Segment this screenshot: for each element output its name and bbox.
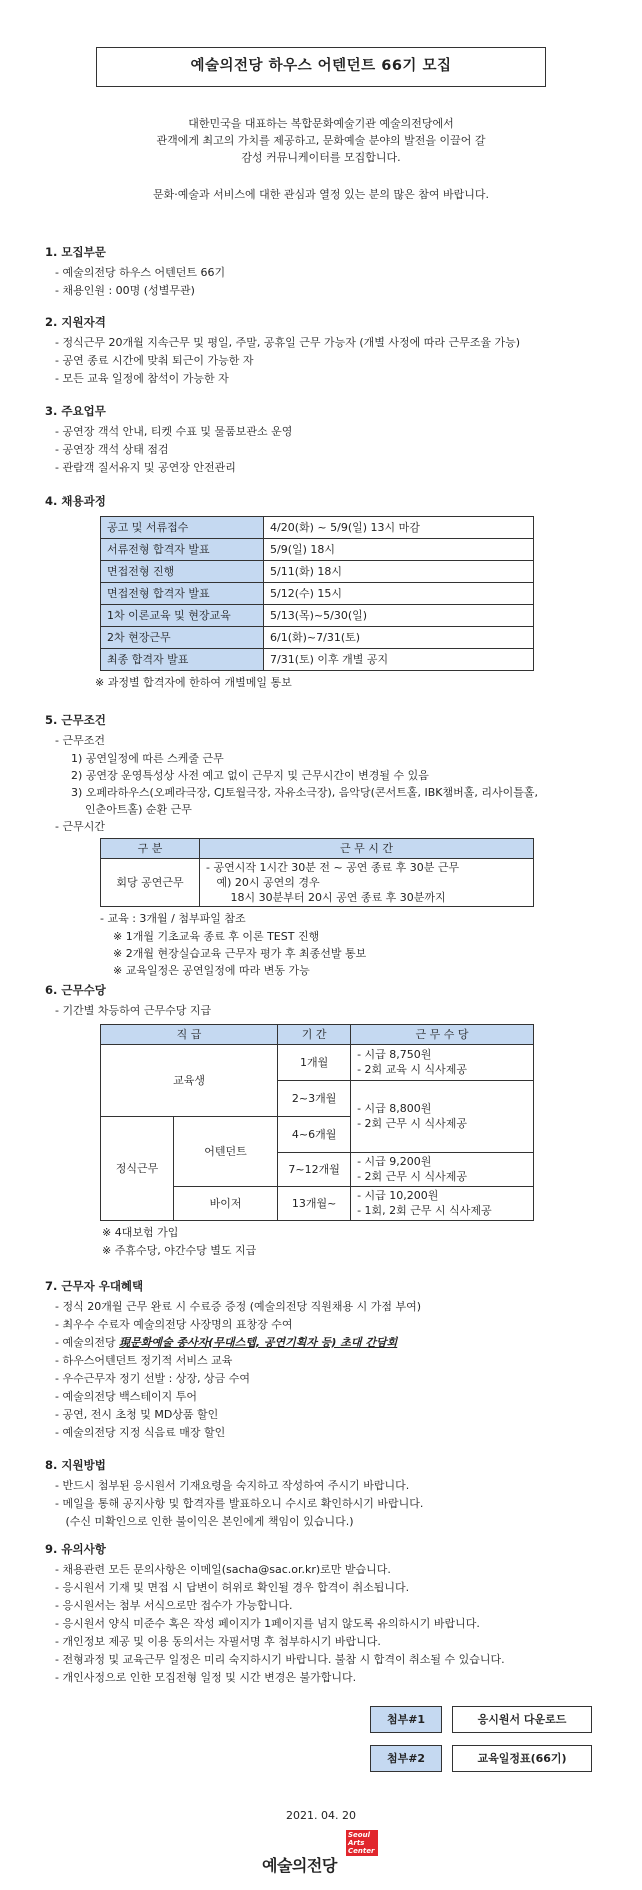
list-item: (수신 미확인으로 인한 불이익은 본인에게 책임이 있습니다.) bbox=[55, 1514, 354, 1528]
list-item: - 메일을 통해 공지사항 및 합격자를 발표하오니 수시로 확인하시기 바랍니다. bbox=[55, 1496, 424, 1510]
table-cell: 1차 이론교육 및 현장교육 bbox=[101, 604, 264, 626]
logo-mark bbox=[346, 1830, 378, 1856]
table-row bbox=[101, 858, 534, 906]
education-note: ※ 교육일정은 공연일정에 따라 변동 가능 bbox=[113, 963, 310, 977]
intro-line: 관객에게 최고의 가치를 제공하고, 문화예술 분야의 발전을 이끌어 갈 bbox=[156, 134, 486, 147]
table-cell: 4/20(화) ~ 5/9(일) 13시 마감 bbox=[264, 516, 534, 538]
section-heading: 2. 지원자격 bbox=[45, 315, 106, 329]
table-cell: 5/13(목)~5/30(일) bbox=[264, 604, 534, 626]
table-cell: 7~12개월 bbox=[278, 1152, 351, 1186]
table-cell: 바이저 bbox=[174, 1186, 278, 1220]
table-header: 근 무 수 당 bbox=[351, 1024, 534, 1044]
list-item: - 공연장 객석 상태 점검 bbox=[55, 442, 169, 456]
condition-item: 1) 공연일정에 따른 스케줄 근무 bbox=[71, 751, 224, 765]
table-cell: 면접전형 합격자 발표 bbox=[101, 582, 264, 604]
table-cell: 2~3개월 bbox=[278, 1080, 351, 1116]
posting-date: 2021. 04. 20 bbox=[286, 1809, 356, 1822]
list-item: - 반드시 첨부된 응시원서 기재요령을 숙지하고 작성하여 주시기 바랍니다. bbox=[55, 1478, 410, 1492]
list-item: - 정식 20개월 근무 완료 시 수료증 증정 (예술의전당 직원채용 시 가점 부여) bbox=[55, 1299, 422, 1313]
table-row bbox=[101, 1024, 534, 1044]
list-item: - 하우스어텐던트 정기적 서비스 교육 bbox=[55, 1353, 233, 1367]
allowance-line: - 2회 교육 시 식사제공 bbox=[357, 1063, 468, 1077]
table-cell: 서류전형 합격자 발표 bbox=[101, 538, 264, 560]
section-heading: 3. 주요업무 bbox=[45, 404, 106, 418]
table-cell: 1개월 bbox=[278, 1044, 351, 1080]
section-qualification bbox=[45, 314, 605, 388]
list-item: - 예술의전당 하우스 어텐던트 66기 bbox=[55, 265, 226, 279]
intro-closing: 문화·예술과 서비스에 대한 관심과 열정 있는 분의 많은 참여 바랍니다. bbox=[153, 188, 489, 201]
list-item: - 예술의전당 백스테이지 투어 bbox=[55, 1389, 197, 1403]
list-item: - 근무시간 bbox=[55, 819, 105, 833]
table-cell: 어텐던트 bbox=[174, 1116, 278, 1186]
table-cell bbox=[351, 1186, 534, 1220]
table-header: 구 분 bbox=[101, 838, 200, 858]
table-cell: 5/9(일) 18시 bbox=[264, 538, 534, 560]
page-title: 예술의전당 하우스 어텐던트 66기 모집 bbox=[96, 47, 546, 87]
section-work-conditions bbox=[45, 712, 605, 979]
table-cell bbox=[351, 1044, 534, 1080]
list-item: - 우수근무자 정기 선발 : 상장, 상금 수여 bbox=[55, 1371, 251, 1385]
table-cell: 2차 현장근무 bbox=[101, 626, 264, 648]
condition-item: 인춘아트홀) 순환 근무 bbox=[71, 802, 192, 816]
section-heading: 1. 모집부문 bbox=[45, 245, 106, 259]
table-header: 직 급 bbox=[101, 1024, 278, 1044]
list-item: - 응시원서 양식 미준수 혹은 작성 페이지가 1페이지를 넘지 않도록 유의하시기 바랍니다. bbox=[55, 1616, 480, 1630]
section-duties bbox=[45, 403, 605, 477]
list-item: - 채용인원 : 00명 (성별무관) bbox=[55, 283, 195, 297]
allowance-line: - 1회, 2회 근무 시 식사제공 bbox=[357, 1204, 492, 1218]
table-row bbox=[101, 1044, 534, 1080]
section-recruit bbox=[45, 244, 605, 300]
attachment-tag-1: 첨부#1 bbox=[370, 1706, 442, 1733]
education-info: - 교육 : 3개월 / 첨부파일 참조 bbox=[100, 911, 246, 925]
list-item: - 예술의전당 지정 식음료 매장 할인 bbox=[55, 1425, 226, 1439]
list-item: - 최우수 수료자 예술의전당 사장명의 표창장 수여 bbox=[55, 1317, 293, 1331]
attachment-tag-2: 첨부#2 bbox=[370, 1745, 442, 1772]
table-cell: 5/12(수) 15시 bbox=[264, 582, 534, 604]
table-cell: 회당 공연근무 bbox=[101, 858, 200, 906]
table-cell: 정식근무 bbox=[101, 1116, 174, 1220]
table-cell: 교육생 bbox=[101, 1044, 278, 1116]
allowance-line: - 시급 8,750원 bbox=[357, 1048, 432, 1062]
allowance-note: ※ 4대보험 가입 bbox=[102, 1225, 179, 1239]
section-heading: 7. 근무자 우대혜택 bbox=[45, 1279, 144, 1293]
allowance-note: ※ 주휴수당, 야간수당 별도 지급 bbox=[102, 1243, 257, 1257]
intro-line: 감성 커뮤니케이터를 모집합니다. bbox=[241, 151, 401, 164]
allowance-table bbox=[100, 1024, 534, 1221]
hours-line: 18시 30분부터 20시 공연 종료 후 30분까지 bbox=[206, 890, 446, 904]
table-row bbox=[101, 838, 534, 858]
section-heading: 8. 지원방법 bbox=[45, 1458, 106, 1472]
list-item: - 응시원서는 첨부 서식으로만 접수가 가능합니다. bbox=[55, 1598, 293, 1612]
list-item: - 기간별 차등하여 근무수당 지급 bbox=[55, 1003, 212, 1017]
logo-text: Center bbox=[348, 1847, 375, 1855]
table-cell bbox=[351, 1080, 534, 1152]
list-item bbox=[55, 1334, 605, 1352]
table-row bbox=[101, 582, 534, 604]
logo-text: Seoul bbox=[348, 1831, 370, 1839]
table-cell: 5/11(화) 18시 bbox=[264, 560, 534, 582]
list-item: - 공연장 객석 안내, 티켓 수표 및 물품보관소 운영 bbox=[55, 424, 293, 438]
table-row bbox=[101, 604, 534, 626]
process-table bbox=[100, 516, 534, 671]
table-cell: 면접전형 진행 bbox=[101, 560, 264, 582]
education-schedule-button[interactable]: 교육일정표(66기) bbox=[452, 1745, 592, 1772]
list-item: - 정식근무 20개월 지속근무 및 평일, 주말, 공휴일 근무 가능자 (개별 사정에 따라 근무조율 가능) bbox=[55, 335, 521, 349]
table-cell: 7/31(토) 이후 개별 공지 bbox=[264, 648, 534, 670]
list-item: - 공연, 전시 초청 및 MD상품 할인 bbox=[55, 1407, 219, 1421]
table-cell bbox=[351, 1152, 534, 1186]
allowance-line: - 시급 10,200원 bbox=[357, 1189, 439, 1203]
list-item: - 개인사정으로 인한 모집전형 일정 및 시간 변경은 불가합니다. bbox=[55, 1670, 357, 1684]
section-heading: 9. 유의사항 bbox=[45, 1542, 106, 1556]
section-allowance bbox=[45, 982, 605, 1260]
condition-item: 3) 오페라하우스(오페라극장, CJ토월극장, 자유소극장), 음악당(콘서트홀, IBK챔버홀, 리사이틀홀, bbox=[71, 785, 538, 799]
list-item: - 전형과정 및 교육근무 일정은 미리 숙지하시기 바랍니다. 불참 시 합격이 취소될 수 있습니다. bbox=[55, 1652, 505, 1666]
section-heading: 4. 채용과정 bbox=[45, 494, 106, 508]
table-row bbox=[101, 626, 534, 648]
table-row bbox=[101, 560, 534, 582]
hours-line: - 공연시작 1시간 30분 전 ~ 공연 종료 후 30분 근무 bbox=[206, 860, 460, 874]
education-note: ※ 1개월 기초교육 종료 후 이론 TEST 진행 bbox=[113, 929, 320, 943]
list-item-prefix: - 예술의전당 bbox=[55, 1335, 120, 1349]
education-note: ※ 2개월 현장실습교육 근무자 평가 후 최종선발 통보 bbox=[113, 946, 367, 960]
logo-text: Arts bbox=[348, 1839, 365, 1847]
sac-logo bbox=[262, 1830, 392, 1880]
table-cell: 6/1(화)~7/31(토) bbox=[264, 626, 534, 648]
list-item: - 근무조건 bbox=[55, 733, 105, 747]
emphasized-benefit: 現문화예술 종사자(무대스텝, 공연기획자 등) 초대 간담회 bbox=[119, 1335, 398, 1349]
table-header: 근 무 시 간 bbox=[200, 838, 534, 858]
table-cell: 공고 및 서류접수 bbox=[101, 516, 264, 538]
table-cell: 최종 합격자 발표 bbox=[101, 648, 264, 670]
section-benefits bbox=[45, 1278, 605, 1442]
list-item: - 관람객 질서유지 및 공연장 안전관리 bbox=[55, 460, 236, 474]
list-item: - 응시원서 기재 및 면접 시 답변이 허위로 확인될 경우 합격이 취소됩니다. bbox=[55, 1580, 410, 1594]
table-cell: 4~6개월 bbox=[278, 1116, 351, 1152]
application-download-button[interactable]: 응시원서 다운로드 bbox=[452, 1706, 592, 1733]
allowance-line: - 시급 8,800원 bbox=[357, 1102, 432, 1116]
table-cell: 13개월~ bbox=[278, 1186, 351, 1220]
table-cell bbox=[200, 858, 534, 906]
table-row bbox=[101, 516, 534, 538]
condition-item: 2) 공연장 운영특성상 사전 예고 없이 근무지 및 근무시간이 변경될 수 있음 bbox=[71, 768, 429, 782]
table-header: 기 간 bbox=[278, 1024, 351, 1044]
section-process bbox=[45, 493, 605, 692]
table-row bbox=[101, 648, 534, 670]
allowance-line: - 2회 근무 시 식사제공 bbox=[357, 1170, 468, 1184]
list-item: - 개인정보 제공 및 이용 동의서는 자필서명 후 첨부하시기 바랍니다. bbox=[55, 1634, 381, 1648]
section-notes bbox=[45, 1541, 605, 1687]
table-row bbox=[101, 538, 534, 560]
list-item: - 채용관련 모든 문의사항은 이메일(sacha@sac.or.kr)로만 받습니다. bbox=[55, 1562, 391, 1576]
work-hours-table bbox=[100, 838, 534, 907]
section-heading: 6. 근무수당 bbox=[45, 983, 106, 997]
process-note: ※ 과정별 합격자에 한하여 개별메일 통보 bbox=[95, 675, 292, 689]
allowance-line: - 2회 근무 시 식사제공 bbox=[357, 1117, 468, 1131]
hours-line: 예) 20시 공연의 경우 bbox=[206, 875, 320, 889]
section-apply-method bbox=[45, 1457, 605, 1531]
intro-line: 대한민국을 대표하는 복합문화예술기관 예술의전당에서 bbox=[188, 117, 454, 130]
list-item: - 공연 종료 시간에 맞춰 퇴근이 가능한 자 bbox=[55, 353, 254, 367]
section-heading: 5. 근무조건 bbox=[45, 713, 106, 727]
list-item: - 모든 교육 일정에 참석이 가능한 자 bbox=[55, 371, 229, 385]
logo-wordmark: 예술의전당 bbox=[262, 1856, 337, 1875]
allowance-line: - 시급 9,200원 bbox=[357, 1155, 432, 1169]
